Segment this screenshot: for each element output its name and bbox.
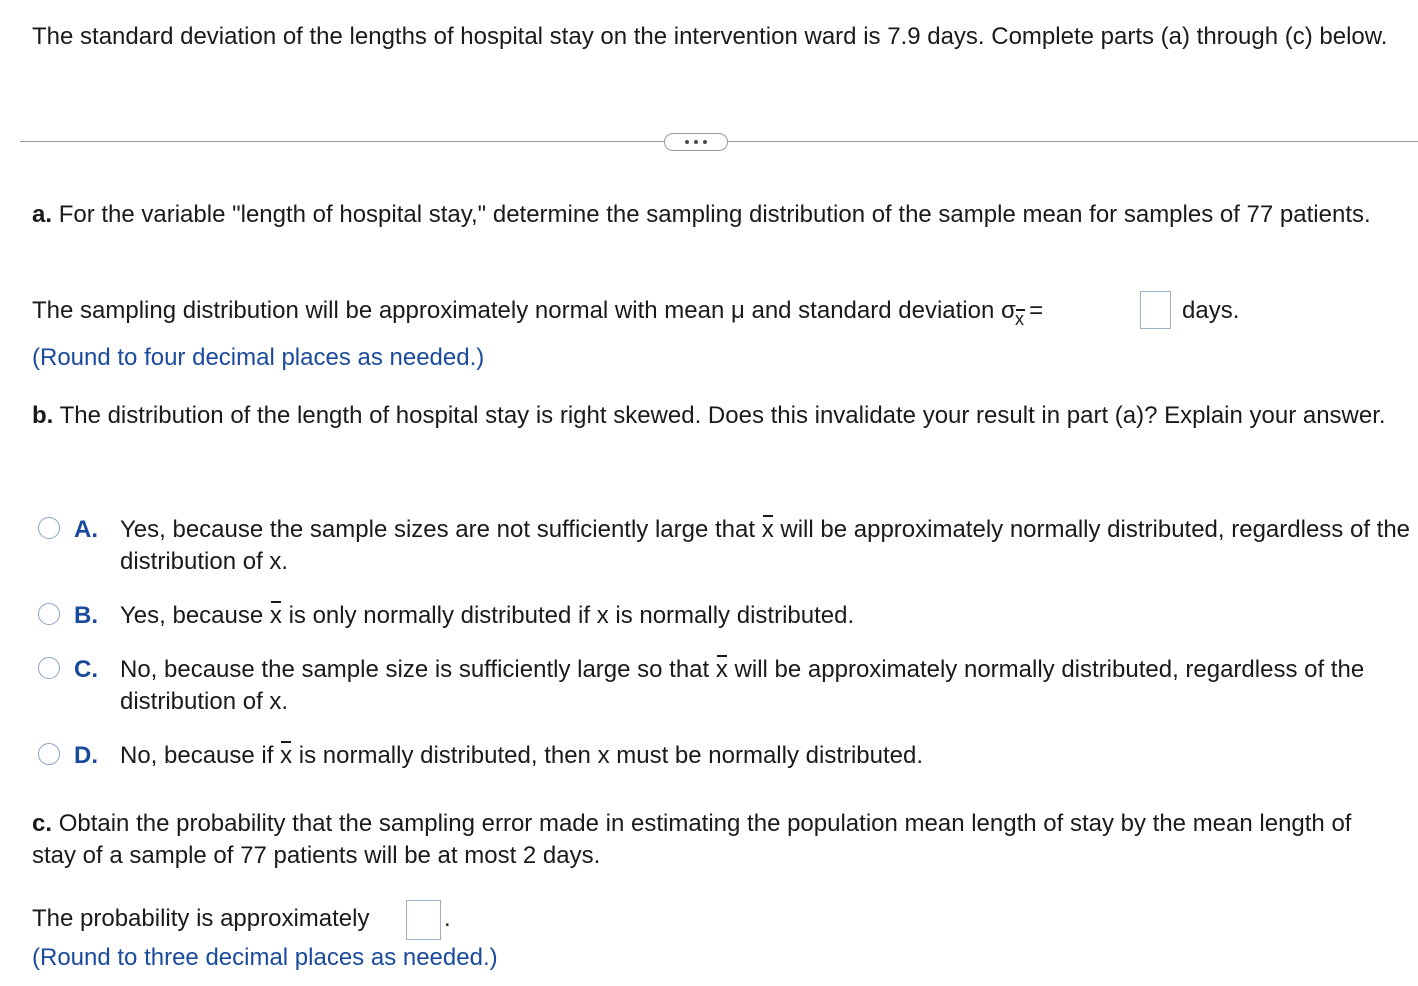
part-c-hint: (Round to three decimal places as needed.) [32,944,498,971]
option-d-radio[interactable] [38,743,60,765]
xbar-symbol: x [762,514,774,546]
part-c-label: c. [32,810,53,837]
expand-more-button[interactable] [664,133,728,151]
ellipsis-icon [685,140,689,144]
sd-text: The sampling distribution will be approximately normal with mean μ and standard deviation [32,297,995,324]
sigma-xbar-symbol: σ x [1001,297,1024,329]
probability-period: . [444,905,451,932]
part-b-text: The distribution of the length of hospital stay is right skewed. Does this invalidate your result in part (a)? Explain your answer. [59,402,1386,429]
probability-statement: The probability is approximately [32,905,370,932]
option-c-radio[interactable] [38,657,60,679]
part-a-label: a. [32,201,53,228]
question-intro: The standard deviation of the lengths of hospital stay on the intervention ward is 7.9 days. Complete parts (a) through (c) below. [32,23,1388,50]
part-b-label: b. [32,402,54,429]
option-b-letter[interactable]: B. [74,602,98,629]
xbar-symbol: x [716,654,728,686]
option-a-radio[interactable] [38,517,60,539]
xbar-symbol: x [270,600,282,632]
xbar-symbol: x [280,740,292,772]
equals-sign: = [1029,297,1044,324]
part-c-text: Obtain the probability that the sampling error made in estimating the population mean length of stay by the mean length of stay of a sample of 77 patients will be at most 2 days. [32,810,1352,869]
sd-statement [32,295,1043,327]
sd-unit: days. [1182,297,1240,324]
part-a-text: For the variable "length of hospital stay," determine the sampling distribution of the sample mean for samples of 77 patients. [58,201,1371,228]
part-b-prompt [32,400,1412,432]
option-b-radio[interactable] [38,603,60,625]
part-c-prompt [32,808,1402,872]
option-c-letter[interactable]: C. [74,656,98,683]
option-d-letter[interactable]: D. [74,742,98,769]
probability-answer-input[interactable] [406,900,441,940]
part-a-prompt [32,199,1402,231]
option-d-text[interactable]: No, because if x is normally distributed, then x must be normally distributed. [120,740,1410,772]
option-a-text[interactable]: Yes, because the sample sizes are not sufficiently large that x will be approximately normally distributed, regardless of the distribution of x. [120,516,1411,575]
option-b-text[interactable]: Yes, because x is only normally distributed if x is normally distributed. [120,600,1410,632]
part-a-hint: (Round to four decimal places as needed.) [32,344,485,371]
option-c-text[interactable]: No, because the sample size is sufficiently large so that x will be approximately normally distributed, regardless of the distribution of x. [120,656,1365,715]
sd-answer-input[interactable] [1140,291,1171,329]
option-a-letter[interactable]: A. [74,516,98,543]
